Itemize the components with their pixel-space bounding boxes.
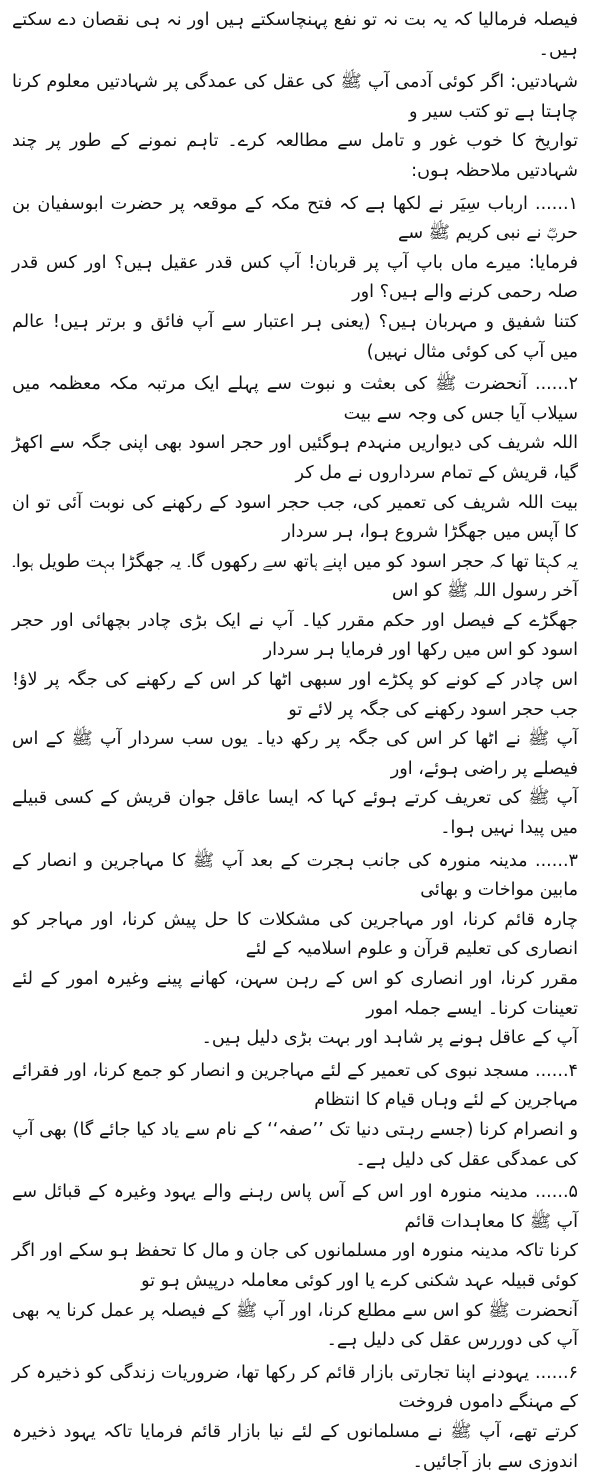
text-line: جھگڑے کے فیصل اور حکم مقرر کیا۔ آپ نے ایک بڑی چادر بچھائی اور حجر اسود کو اس میں رکھا اور فرمایا ہر سردار: [12, 610, 578, 661]
text-line: چارہ قائم کرنا، اور مہاجرین کی مشکلات کا حل پیش کرنا، اور مہاجر کو انصاری کی تعلیم قرآن و علوم اسلامیہ کے لئے: [12, 909, 578, 960]
text-line: ۴...... مسجد نبوی کی تعمیر کے لئے مہاجرین و انصار کو جمع کرنا، اور فقرائے مہاجرین کے لئے وہاں قیام کا انتظام: [12, 1060, 578, 1111]
text-line: یہ کہتا تھا کہ حجر اسود کو میں اپنے ہاتھ سے رکھوں گا۔ یہ جھگڑا بہت طویل ہوا۔ آخر رسول اللہ ﷺ کو اس: [12, 551, 578, 602]
text-line: ۳...... مدینہ منورہ کی جانب ہجرت کے بعد آپ ﷺ کا مہاجرین و انصار کے مابین مواخات و بھائی: [12, 850, 578, 901]
text-line: و انصرام کرنا (جسے رہتی دنیا تک ’’صفہ‘‘ کے نام سے یاد کیا جائے گا) بھی آپ کی عمدگی عقل کی دلیل ہے۔: [12, 1119, 578, 1170]
text-line: اللہ شریف کی دیواریں منہدم ہوگئیں اور حجر اسود بھی اپنی جگہ سے اکھڑ گیا، قریش کے تمام سرداروں نے مل کر: [12, 433, 578, 483]
text-line: آپ ﷺ کی تعریف کرتے ہوئے کہا کہ ایسا عاقل جوان قریش کے کسی قبیلے میں پیدا نہیں ہوا۔: [12, 788, 578, 839]
text-line: آنحضرت ﷺ کو اس سے مطلع کرنا، اور آپ ﷺ کے فیصلہ پر عمل کرنا یہ بھی آپ کی دوررس عقل کی دلیل ہے۔: [12, 1300, 578, 1351]
text-line: کرتے تھے، آپ ﷺ نے مسلمانوں کے لئے نیا بازار قائم فرمایا تاکہ یہود ذخیرہ اندوزی سے باز آجائیں۔: [12, 1421, 578, 1472]
text-line: مقرر کرنا، اور انصاری کو اس کے رہن سہن، کھانے پینے وغیرہ امور کے لئے تعینات کرنا۔ ایسے جملہ امور: [12, 969, 578, 1019]
text-line: آپ ﷺ نے اٹھا کر اس کی جگہ پر رکھ دیا۔ یوں سب سردار آپ ﷺ کے اس فیصلے پر راضی ہوئے، اور: [12, 729, 578, 779]
text-line: شہادتیں: اگر کوئی آدمی آپ ﷺ کی عقل کی عمدگی پر شہادتیں معلوم کرنا چاہتا ہے تو کتب سیر و: [12, 72, 578, 122]
text-line: ۱...... ارباب سِیَر نے لکھا ہے کہ فتح مکہ کے موقعہ پر حضرت ابوسفیان بن حربؓ نے نبی کریم ﷺ سے: [12, 193, 578, 244]
text-line: کتنا شفیق و مہربان ہیں؟ (یعنی ہر اعتبار سے آپ فائق و برتر ہیں! عالم میں آپ کی کوئی مثال نہیں): [12, 311, 578, 362]
text-line: بیت اللہ شریف کی تعمیر کی، جب حجر اسود کے رکھنے کی نوبت آئی تو ان کا آپس میں جھگڑا شروع ہوا، ہر سردار: [12, 492, 578, 543]
text-line: ۵...... مدینہ منورہ اور اس کے آس پاس رہنے والے یہود وغیرہ کے قبائل سے آپ ﷺ کا معاہدات قائم: [12, 1182, 578, 1232]
text-line: ۶...... یہودنے اپنا تجارتی بازار قائم کر رکھا تھا، ضروریات زندگی کو ذخیرہ کر کے مہنگے داموں فروخت: [12, 1362, 578, 1413]
text-line: اس چادر کے کونے کو پکڑے اور سبھی اٹھا کر اس کے رکھنے کی جگہ پر لاؤ! جب حجر اسود رکھنے کی جگہ پر لائے تو: [12, 670, 578, 720]
text-line: فیصلہ فرمالیا کہ یہ بت نہ تو نفع پہنچاسکتے ہیں اور نہ ہی نقصان دے سکتے ہیں۔: [12, 10, 578, 60]
text-line: آپ کے عاقل ہونے پر شاہد اور بہت بڑی دلیل ہیں۔: [201, 1028, 578, 1049]
text-line: فرمایا: میرے ماں باپ آپ پر قربان! آپ کس قدر عقیل ہیں؟ اور کس قدر صلہ رحمی کرنے والے ہیں؟ اور: [12, 252, 578, 303]
text-line: تواریخ کا خوب غور و تامل سے مطالعہ کرے۔ تاہم نمونے کے طور پر چند شہادتیں ملاحظہ ہوں:: [12, 131, 578, 181]
text-line: کرنا تاکہ مدینہ منورہ اور مسلمانوں کی جان و مال کا تحفظ ہو سکے اور اگر کوئی قبیلہ عہد شکنی کرے یا اور کوئی معاملہ درپیش ہو تو: [12, 1241, 578, 1291]
text-line: ۲...... آنحضرت ﷺ کی بعثت و نبوت سے پہلے ایک مرتبہ مکہ معظمہ میں سیلاب آیا جس کی وجہ سے بیت: [12, 374, 578, 424]
